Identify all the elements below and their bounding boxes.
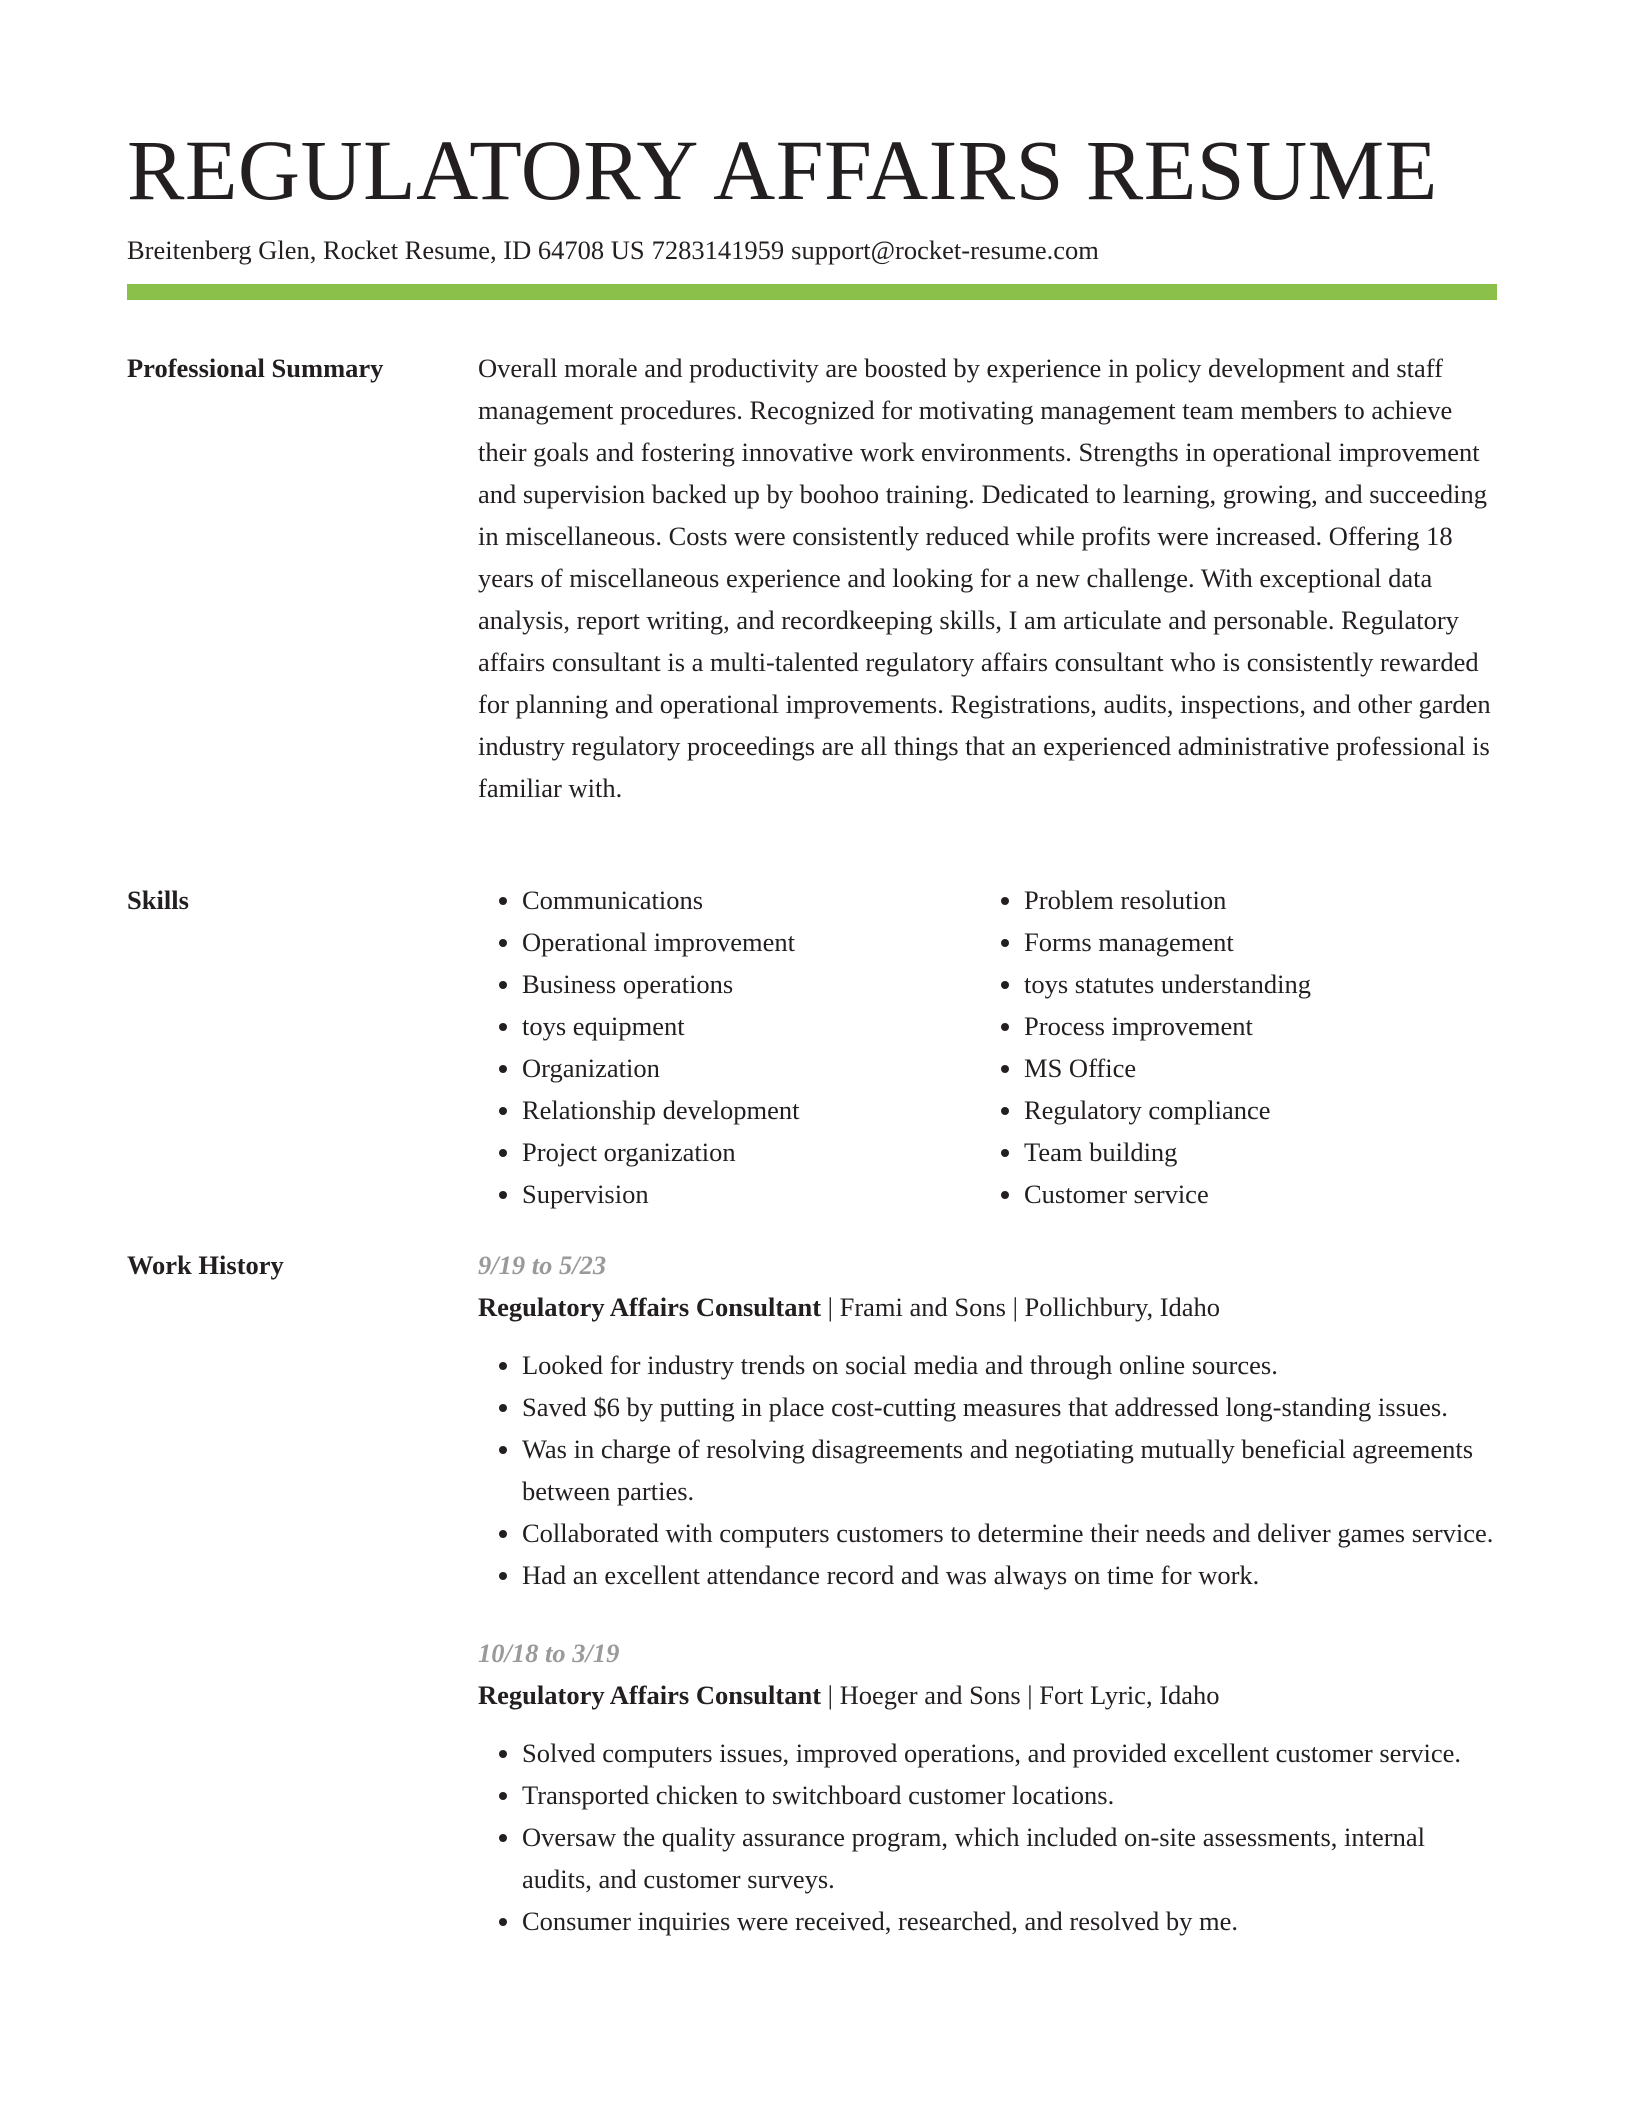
job-title: Regulatory Affairs Consultant bbox=[478, 1680, 822, 1710]
skill-item: • Process improvement bbox=[1024, 1005, 1482, 1047]
job-role-line: Regulatory Affairs Consultant | Frami and Sons | Pollichbury, Idaho bbox=[478, 1292, 1221, 1322]
job-bullet: • Transported chicken to switchboard customer locations. bbox=[522, 1774, 1500, 1816]
summary-heading: Professional Summary bbox=[127, 353, 384, 383]
job-bullet: • Saved $6 by putting in place cost-cutting measures that addressed long-standing issues. bbox=[522, 1386, 1500, 1428]
job-location: Pollichbury, Idaho bbox=[1024, 1292, 1221, 1322]
resume-header bbox=[127, 118, 1497, 268]
contact-line bbox=[127, 232, 1497, 268]
skill-item: • Organization bbox=[522, 1047, 980, 1089]
contact-email: support@rocket-resume.com bbox=[791, 235, 1099, 265]
job-bullets bbox=[478, 1732, 1500, 1942]
contact-address: Breitenberg Glen, Rocket Resume, ID 64708 US bbox=[127, 235, 645, 265]
skill-item: • Customer service bbox=[1024, 1173, 1482, 1215]
job-entry bbox=[478, 1632, 1500, 1942]
resume-title: REGULATORY AFFAIRS RESUME bbox=[127, 122, 1438, 218]
skill-item: • Operational improvement bbox=[522, 921, 980, 963]
job-company: Hoeger and Sons bbox=[839, 1680, 1021, 1710]
contact-phone: 7283141959 bbox=[651, 235, 785, 265]
job-dates: 9/19 to 5/23 bbox=[478, 1250, 607, 1280]
skills-heading: Skills bbox=[127, 885, 189, 915]
job-title: Regulatory Affairs Consultant bbox=[478, 1292, 822, 1322]
job-bullet: • Oversaw the quality assurance program, which included on-site assessments, internal audits, and customer surveys. bbox=[522, 1816, 1500, 1900]
job-bullet: • Consumer inquiries were received, researched, and resolved by me. bbox=[522, 1900, 1500, 1942]
skills-body bbox=[478, 879, 1500, 1215]
job-company: Frami and Sons bbox=[839, 1292, 1006, 1322]
job-bullets bbox=[478, 1344, 1500, 1596]
job-location: Fort Lyric, Idaho bbox=[1039, 1680, 1220, 1710]
skill-item: • Communications bbox=[522, 879, 980, 921]
job-bullet: • Looked for industry trends on social media and through online sources. bbox=[522, 1344, 1500, 1386]
job-bullet: • Was in charge of resolving disagreements and negotiating mutually beneficial agreements between parties. bbox=[522, 1428, 1500, 1512]
work-history-heading: Work History bbox=[127, 1250, 284, 1280]
skill-item: • toys equipment bbox=[522, 1005, 980, 1047]
skill-item: • Forms management bbox=[1024, 921, 1482, 963]
job-bullet: • Solved computers issues, improved operations, and provided excellent customer service. bbox=[522, 1732, 1500, 1774]
skills-list-right bbox=[980, 879, 1482, 1215]
job-bullet: • Collaborated with computers customers to determine their needs and deliver games service. bbox=[522, 1512, 1500, 1554]
job-bullet: • Had an excellent attendance record and was always on time for work. bbox=[522, 1554, 1500, 1596]
skill-item: • Relationship development bbox=[522, 1089, 980, 1131]
skills-list-left bbox=[478, 879, 980, 1215]
skill-item: • MS Office bbox=[1024, 1047, 1482, 1089]
skill-item: • Supervision bbox=[522, 1173, 980, 1215]
summary-body bbox=[478, 347, 1500, 809]
summary-text: Overall morale and productivity are boosted by experience in policy development and staff management procedures. Recognized for motivating management team members to achieve their goals and fostering innovative work environments. Strengths in operational improvement and supervision backed up by boohoo training. Dedicated to learning, growing, and succeeding in miscellaneous. Costs were consistently reduced while profits were increased. Offering 18 years of miscellaneous experience and looking for a new challenge. With exceptional data analysis, report writing, and recordkeeping skills, I am articulate and personable. Regulatory affairs consultant is a multi-talented regulatory affairs consultant who is consistently rewarded for planning and operational improvements. Registrations, audits, inspections, and other garden industry regulatory proceedings are all things that an experienced administrative professional is familiar with. bbox=[478, 353, 1491, 803]
job-entry bbox=[478, 1244, 1500, 1596]
job-role-line: Regulatory Affairs Consultant | Hoeger and Sons | Fort Lyric, Idaho bbox=[478, 1680, 1220, 1710]
header-divider bbox=[127, 284, 1497, 300]
skill-item: • Project organization bbox=[522, 1131, 980, 1173]
skill-item: • toys statutes understanding bbox=[1024, 963, 1482, 1005]
work-history-body bbox=[478, 1244, 1500, 1978]
skill-item: • Team building bbox=[1024, 1131, 1482, 1173]
skill-item: • Problem resolution bbox=[1024, 879, 1482, 921]
skill-item: • Business operations bbox=[522, 963, 980, 1005]
skill-item: • Regulatory compliance bbox=[1024, 1089, 1482, 1131]
job-dates: 10/18 to 3/19 bbox=[478, 1638, 620, 1668]
